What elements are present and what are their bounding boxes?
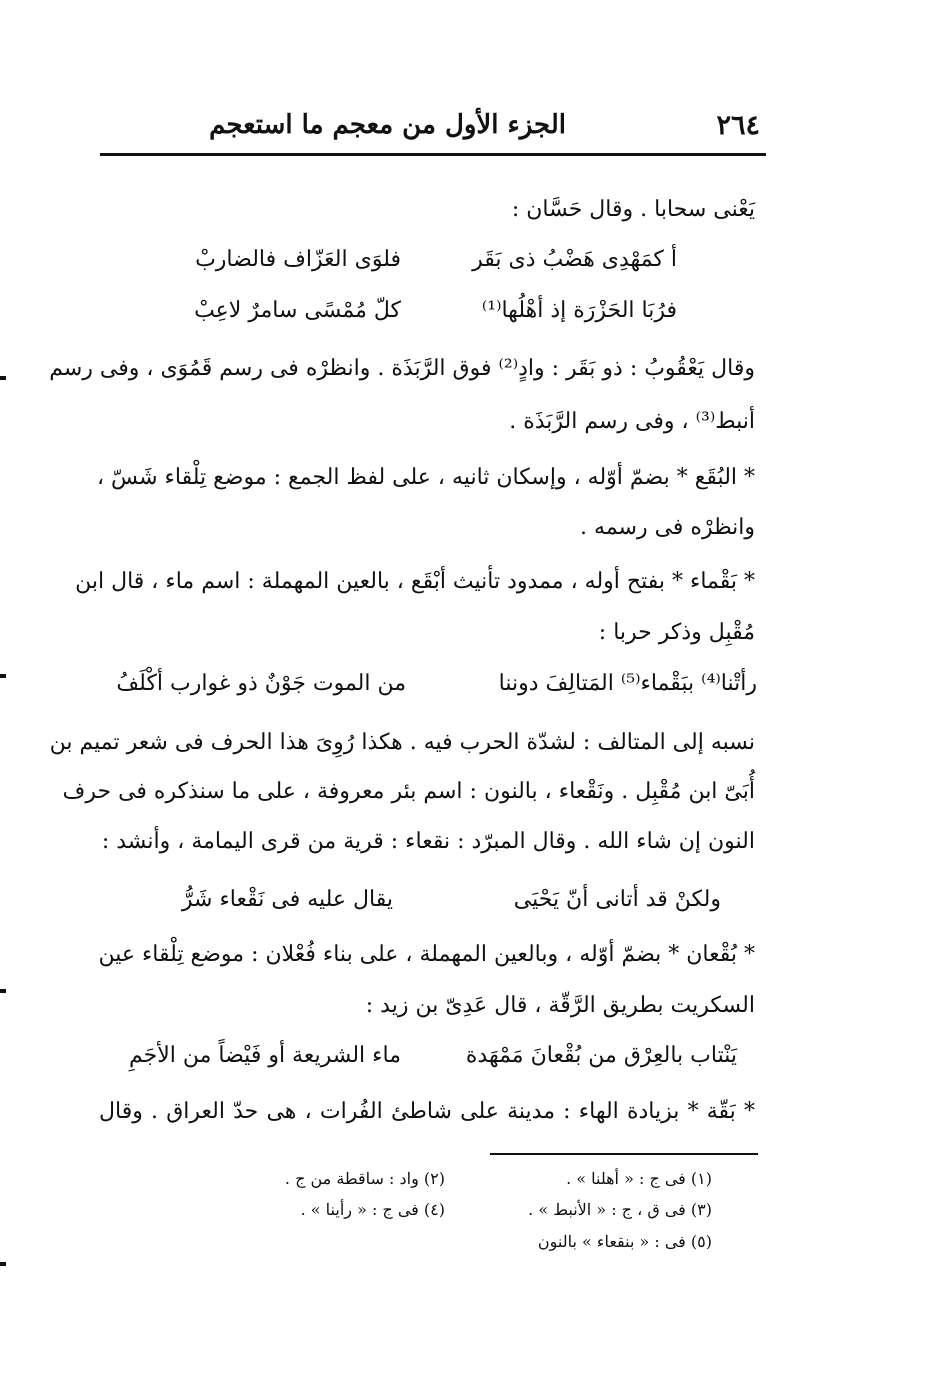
header-rule — [100, 153, 766, 156]
body-line: وانظرْه فى رسمه . — [580, 515, 755, 540]
body-line: يَعْنى سحابا . وقال حَسَّان : — [511, 197, 755, 222]
body-line: وقال يَعْقُوبُ : ذو بَقَر : وادٍ⁽²⁾ فوق الرَّبَذَة . وانظرْه فى رسم قَمُوَى ، وفى رسم — [49, 356, 755, 381]
footnote: (٥) فى : « بنقعاء » بالنون — [537, 1232, 712, 1251]
scan-margin-mark — [0, 674, 6, 678]
body-line: * البُقَع * بضمّ أوّله ، وإسكان ثانيه ، على لفظ الجمع : موضع تِلْقاء شَسّ ، — [96, 465, 755, 490]
scan-margin-mark — [0, 1262, 6, 1266]
running-title: الجزء الأول من معجم ما استعجم — [209, 110, 566, 140]
footnote: (١) فى ج : « أهلنا » . — [566, 1169, 712, 1188]
verse-hemistich-left: من الموت جَوْنٌ ذو غوارب أكْلَفُ — [116, 671, 406, 696]
verse-hemistich-right: يَنْتاب بالعِرْق من بُقْعانَ مَمْهَدة — [465, 1043, 737, 1068]
verse-hemistich-left: ماء الشريعة أو فَيْضاً من الأجَمِ — [128, 1043, 401, 1068]
body-line: نسبه إلى المتالف : لشدّة الحرب فيه . هكذا رُوِىَ هذا الحرف فى شعر تميم بن — [49, 730, 755, 755]
verse-hemistich-right: أ كمَهْدِى هَضْبُ ذى بَقَر — [472, 247, 677, 272]
body-line: مُقْبِل وذكر حربا : — [598, 620, 755, 645]
scan-margin-mark — [0, 989, 6, 993]
body-line: * بُقْعان * بضمّ أوّله ، وبالعين المهملة ، على بناء فُعْلان : موضع تِلْقاء عين — [98, 942, 755, 967]
footnote: (٣) فى ق ، ج : « الأنبط » . — [528, 1200, 712, 1219]
body-line: النون إن شاء الله . وقال المبرّد : نقعاء : قرية من قرى اليمامة ، وأنشد : — [101, 829, 755, 854]
footnote: (٢) واد : ساقطة من ج . — [284, 1169, 445, 1188]
body-line: أنبط⁽³⁾ ، وفى رسم الرَّبَذَة . — [509, 409, 755, 434]
body-line: السكريت بطريق الرَّقّة ، قال عَدِىّ بن زيد : — [365, 993, 755, 1018]
page-number: ٢٦٤ — [716, 110, 760, 141]
verse-hemistich-right: فرُبَا الحَزْرَة إذ أهْلُها⁽¹⁾ — [481, 298, 677, 323]
page-header — [100, 108, 764, 154]
verse-hemistich-left: كلّ مُمْسًى سامرٌ لاعِبْ — [194, 298, 401, 323]
body-line: * بَقّة * بزيادة الهاء : مدينة على شاطئ الفُرات ، هى حدّ العراق . وقال — [99, 1099, 755, 1124]
body-line: * بَقْماء * بفتح أوله ، ممدود تأنيث أبْقَع ، بالعين المهملة : اسم ماء ، قال ابن — [75, 569, 755, 594]
verse-hemistich-left: فلوَى العَزّاف فالضاربْ — [195, 247, 401, 272]
verse-hemistich-left: يقال عليه فى نَقْعاء شَرُّ — [181, 887, 393, 912]
footnote-rule — [490, 1153, 758, 1155]
scan-margin-mark — [0, 376, 6, 380]
body-line: أُبَىّ ابن مُقْبِل . ونَقْعاء ، بالنون : اسم بئر معروفة ، على ما سنذكره فى حرف — [62, 779, 755, 804]
footnote: (٤) فى ج : « رأينا » . — [300, 1200, 445, 1219]
verse-hemistich-right: رأتْنا⁽⁴⁾ ببَقْماء⁽⁵⁾ المَتالِفَ دوننا — [498, 671, 757, 696]
verse-hemistich-right: ولكنْ قد أتانى أنّ يَحْيَى — [513, 887, 721, 912]
